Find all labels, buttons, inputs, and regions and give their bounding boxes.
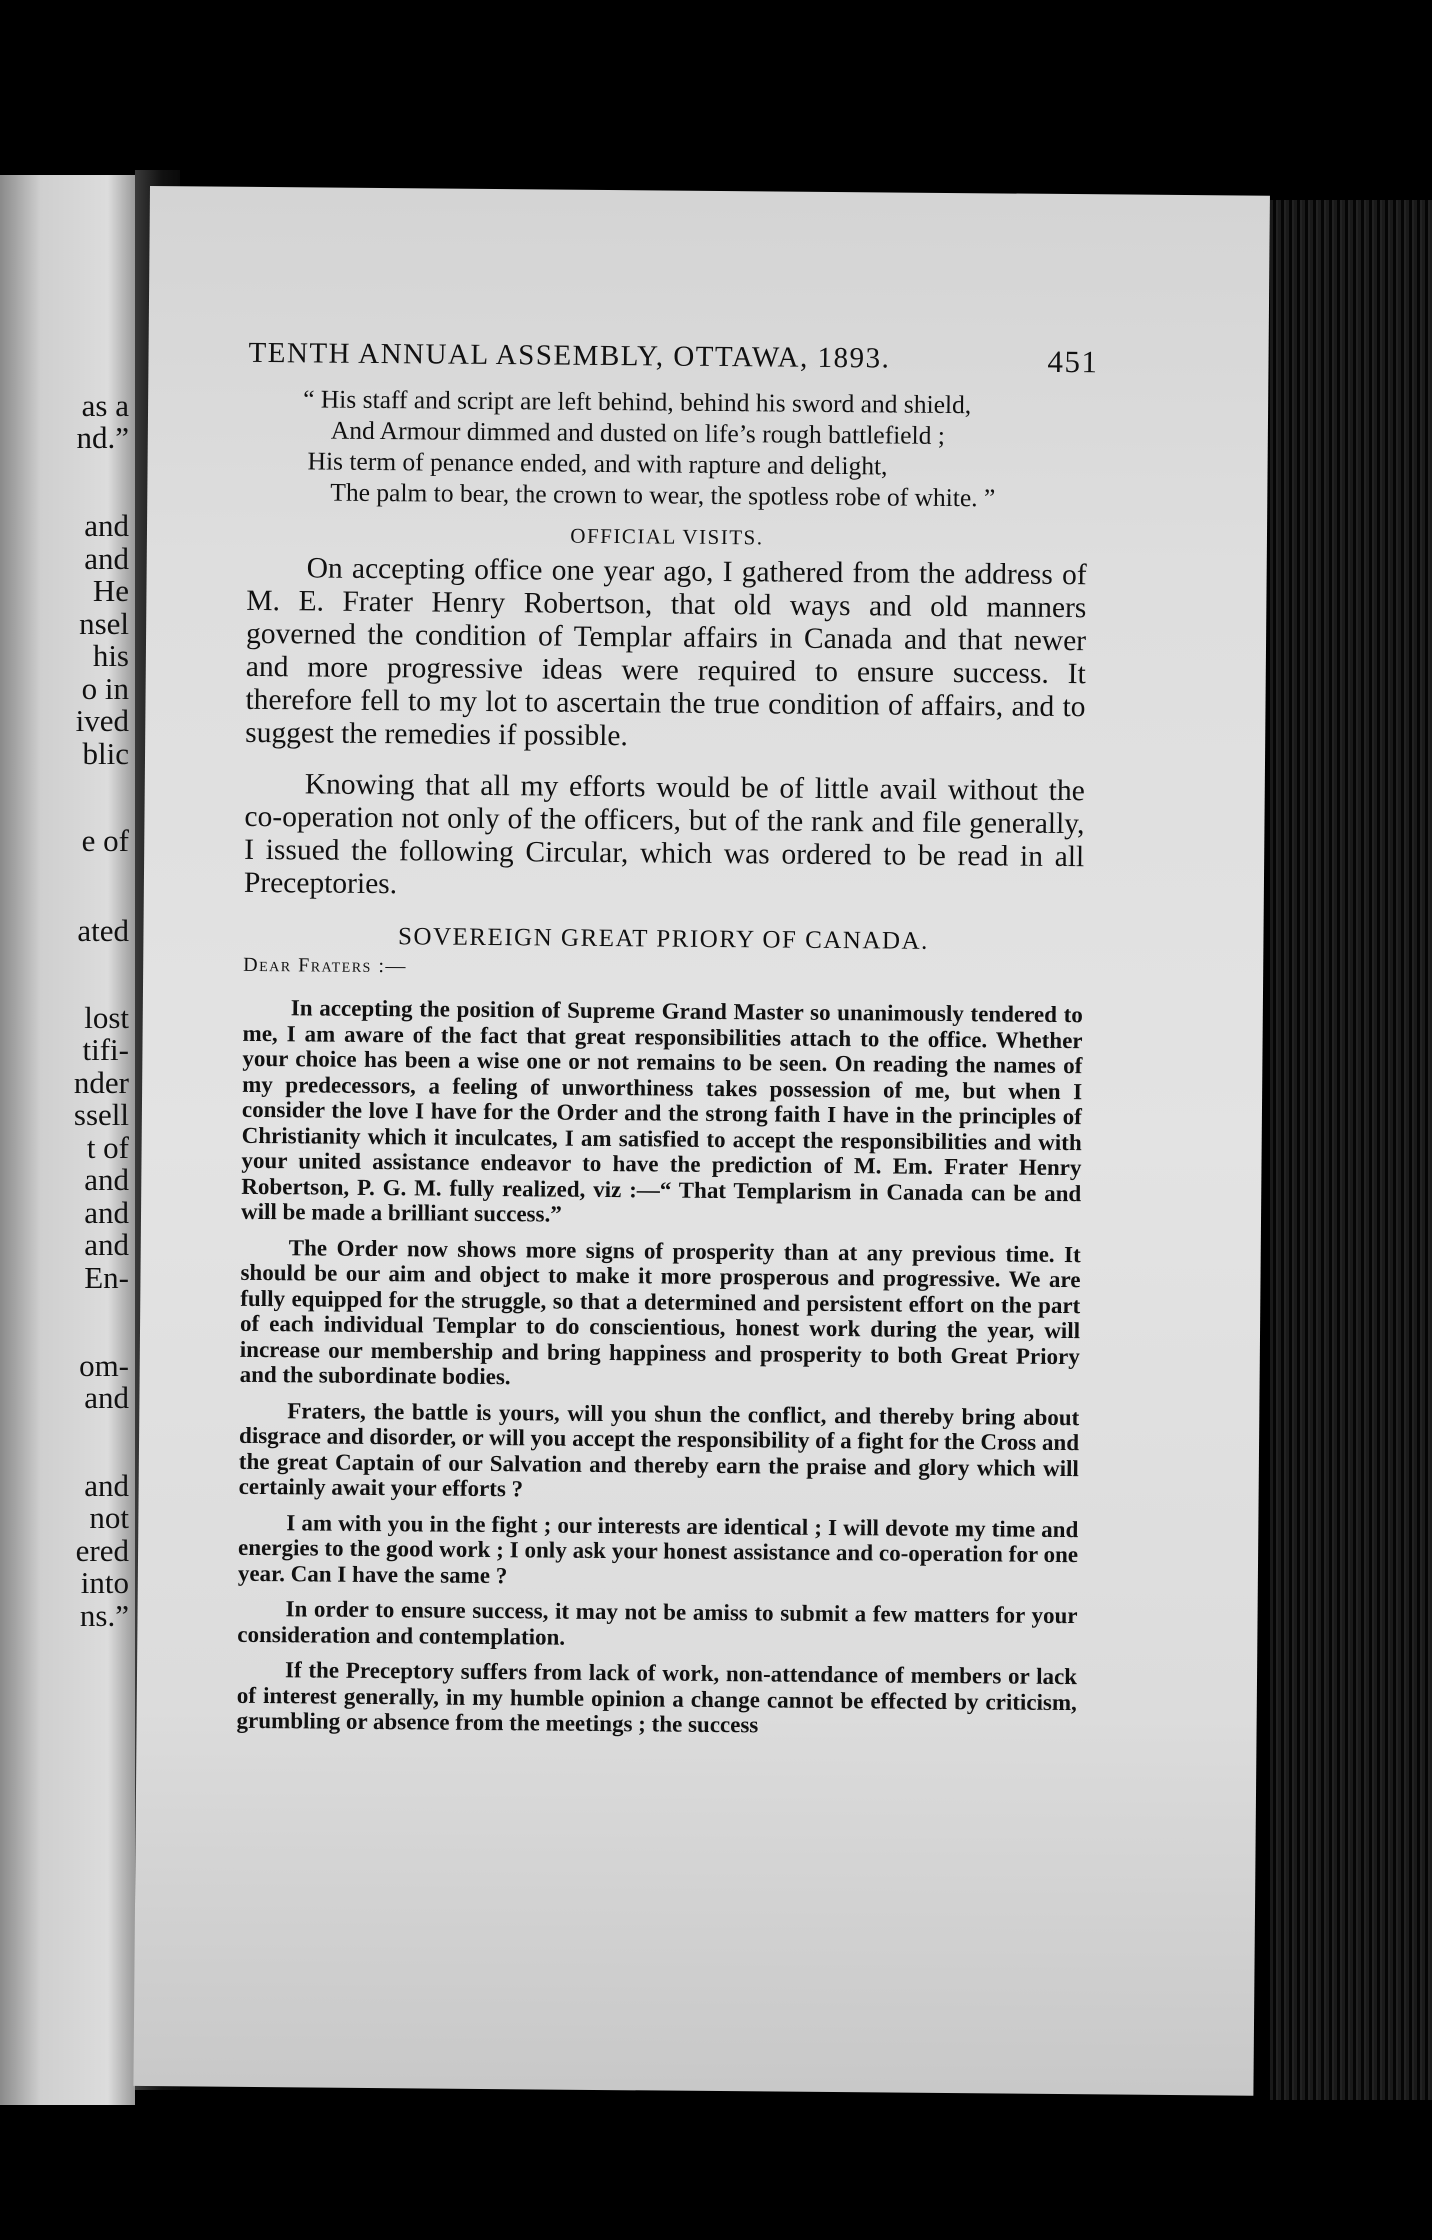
- left-page-fragment: and: [84, 1227, 129, 1262]
- poem-line: “ His staff and script are left behind, behind his sword and shield,: [303, 384, 972, 420]
- left-page-fragment: lost: [84, 1000, 129, 1035]
- poem-quote: [302, 383, 1088, 514]
- section-heading: OFFICIAL VISITS.: [570, 523, 764, 550]
- left-page-fragment: and: [84, 541, 129, 576]
- left-page-fragment: and: [84, 1468, 129, 1503]
- poem-line: And Armour dimmed and dusted on life’s rough battlefield ;: [330, 415, 946, 450]
- page-edges: [1270, 200, 1432, 2100]
- circular-paragraph: In accepting the position of Supreme Grand Master so unanimously tendered to me, I am aware of the fact that great responsibilities attach to the office. Whether your choice has been a wise one or not remains to be seen. On reading the names of my predecessors, a feeling of unworthiness takes possession of me, but when I consider the love I have for the Order and the strong faith I have in the principles of Christianity which it inculcates, I am satisfied to accept the responsibilities and with your united assistance endeavor to have the prediction of M. Em. Frater Henry Robertson, P. G. M. fully realized, viz :—“ That Templarism in Canada can be and will be made a brilliant success.”: [240, 995, 1083, 1227]
- salutation: Dear Fraters :—: [243, 953, 408, 978]
- page-content: [236, 336, 1099, 1751]
- left-page-fragment: nsel: [79, 606, 129, 641]
- circular-paragraph: The Order now shows more signs of prosperity than at any previous time. It should be our aim and object to make it more prosperous and progressive. We are fully equipped for the struggle, so that a determined and persistent effort on the part of each individual Templar to do conscientious, honest work during the year, will increase our membership and bring happiness and prosperity to both Great Priory and the subordinate bodies.: [239, 1234, 1081, 1390]
- left-page-fragment: ived: [75, 703, 129, 738]
- left-page-fragment: He: [92, 573, 129, 608]
- left-page-fragment: o in: [81, 671, 129, 706]
- left-page-fragment: not: [89, 1500, 129, 1535]
- left-page-fragment: ssell: [73, 1097, 129, 1132]
- left-page-fragment: nder: [73, 1065, 129, 1100]
- circular-paragraph: I am with you in the fight ; our interests are identical ; I will devote my time and energies to the good work ; I only ask your honest assistance and co-operation for one year. Can I have the same ?: [237, 1509, 1079, 1588]
- left-page-fragment: ered: [75, 1533, 129, 1568]
- circular-paragraph: If the Preceptory suffers from lack of work, non-attendance of members or lack of interest generally, in my humble opinion a change cannot be effected by criticism, grumbling or absence from the meetings ; the success: [236, 1657, 1078, 1738]
- left-page-fragment: En-: [84, 1260, 129, 1295]
- left-page-fragment: and: [84, 508, 129, 543]
- poem-line: His term of penance ended, and with rapture and delight,: [307, 446, 888, 481]
- circular-heading: SOVEREIGN GREAT PRIORY OF CANADA.: [397, 923, 929, 955]
- left-page-fragment: and: [84, 1162, 129, 1197]
- left-page-fragment: om-: [79, 1348, 129, 1383]
- left-page-fragment: blic: [82, 736, 129, 771]
- left-page-fragment: e of: [81, 823, 129, 858]
- left-facing-page: [0, 175, 135, 2105]
- left-page-fragment: and: [84, 1380, 129, 1415]
- left-page-fragment: t of: [86, 1130, 129, 1165]
- left-page-fragment: ated: [77, 913, 129, 948]
- left-page-fragment: ns.”: [79, 1598, 129, 1633]
- circular-paragraph: Fraters, the battle is yours, will you shun the conflict, and thereby bring about disgrace and disorder, or will you accept the responsibility of a fight for the Cross and the great Captain of our Salvation and thereby earn the praise and glory which will certainly await your efforts ?: [238, 1397, 1080, 1502]
- left-page-fragment: and: [84, 1195, 129, 1230]
- body-paragraph: On accepting office one year ago, I gathered from the address of M. E. Frater Henry Robertson, that old ways and old manners governed the condition of Templar affairs in Canada and that newer and more progressive ideas were required to ensure success. It therefore fell to my lot to ascertain the true condition of affairs, and to suggest the remedies if possible.: [245, 552, 1087, 753]
- running-head: [248, 336, 1099, 380]
- left-page-fragment: into: [80, 1565, 129, 1600]
- left-page-fragment: nd.”: [76, 420, 129, 455]
- left-page-fragment: as a: [81, 388, 129, 423]
- right-page: [133, 186, 1270, 2096]
- running-head-title: TENTH ANNUAL ASSEMBLY, OTTAWA, 1893.: [248, 336, 891, 375]
- body-paragraph: Knowing that all my efforts would be of little avail without the co-operation not only of the officers, but of the rank and file generally, I issued the following Circular, which was ordered to be read in all Preceptories.: [243, 768, 1085, 901]
- page-number: 451: [1047, 343, 1099, 380]
- left-page-fragment: tifi-: [82, 1032, 129, 1067]
- circular-paragraph: In order to ensure success, it may not be amiss to submit a few matters for your consideration and contemplation.: [237, 1596, 1078, 1650]
- poem-line: The palm to bear, the crown to wear, the spotless robe of white. ”: [330, 477, 996, 513]
- left-page-fragment: his: [92, 638, 129, 673]
